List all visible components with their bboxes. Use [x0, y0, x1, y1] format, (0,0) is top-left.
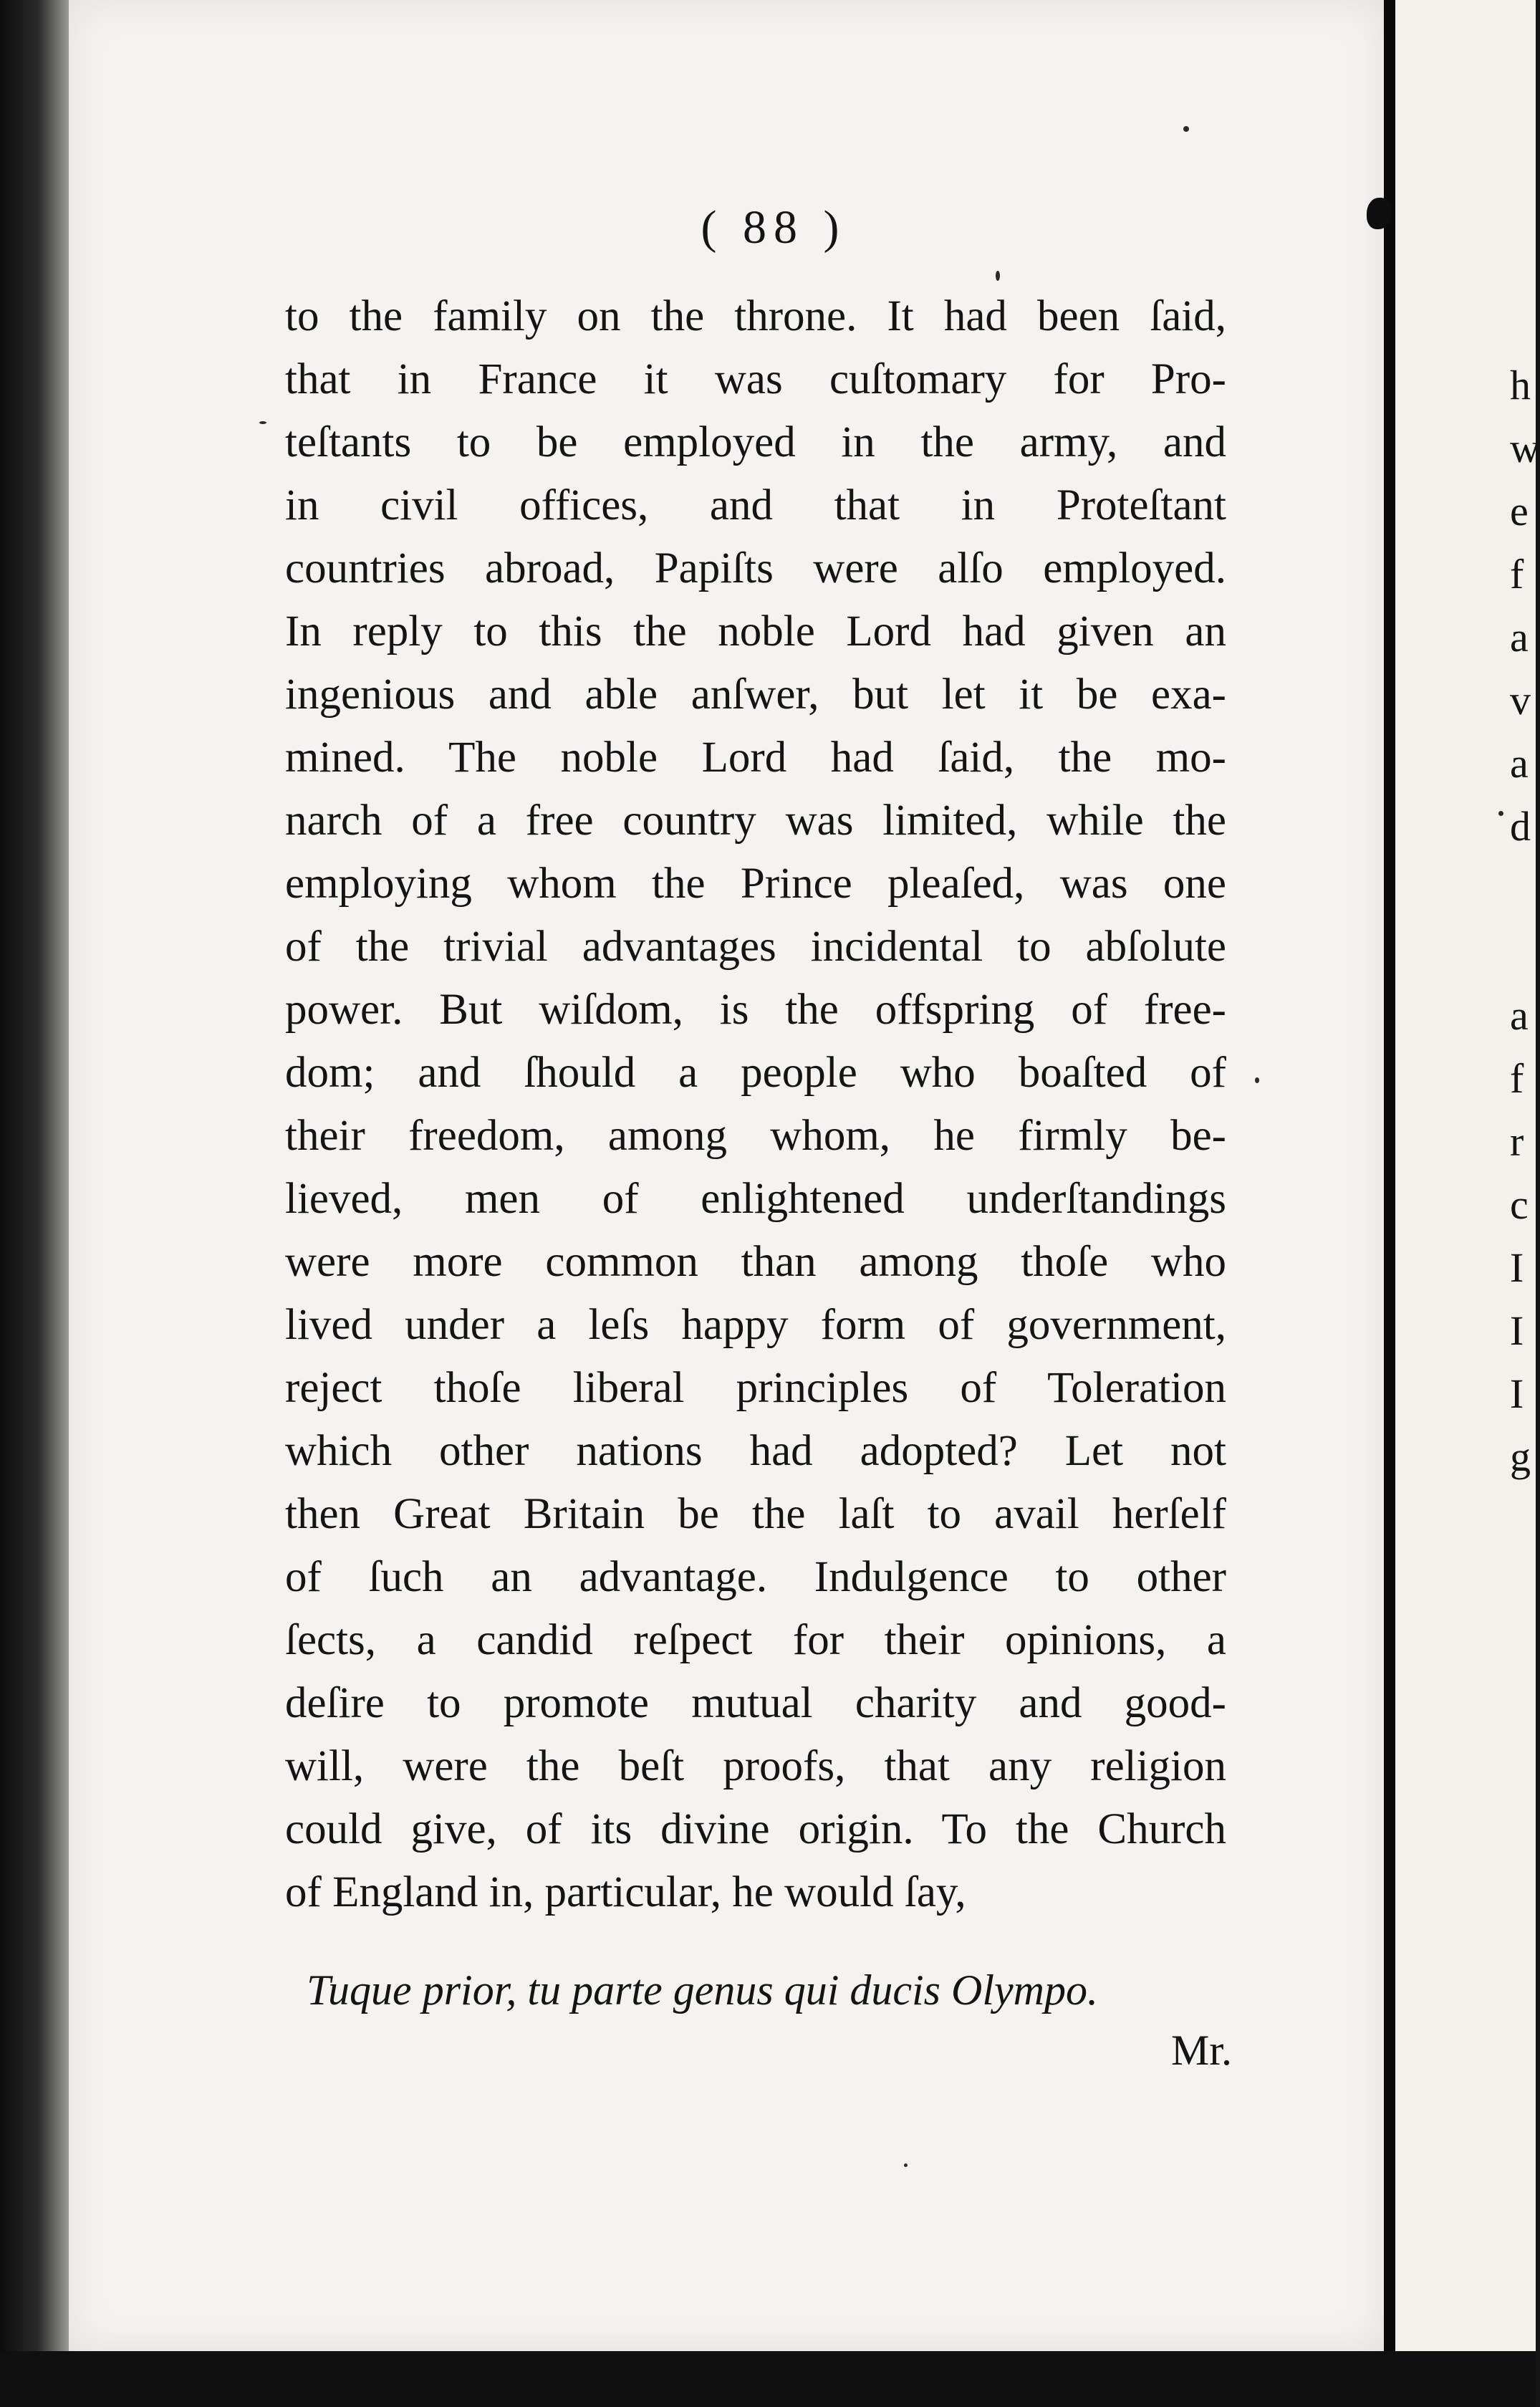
text-line: will, were the beſt proofs, that any religion	[285, 1742, 1226, 1790]
fragment-letter: I	[1510, 1244, 1524, 1291]
text-line: reject thoſe liberal principles of Toleration	[285, 1364, 1226, 1412]
text-line: of England in, particular, he would ſay,	[285, 1868, 966, 1916]
fragment-letter: c	[1510, 1181, 1529, 1228]
page-body-text	[285, 285, 1226, 1924]
page-number: ( 88 )	[701, 201, 847, 254]
fragment-letter: f	[1510, 1055, 1524, 1102]
text-line: that in France it was cuſtomary for Pro-	[285, 355, 1226, 403]
ink-speck	[1183, 126, 1189, 132]
fragment-letter: h	[1510, 362, 1531, 408]
text-line: deſire to promote mutual charity and good-	[285, 1679, 1226, 1727]
text-line: then Great Britain be the laſt to avail herſelf	[285, 1490, 1226, 1538]
fragment-letter: f	[1510, 551, 1524, 597]
fragment-letter: a	[1510, 614, 1529, 660]
fragment-letter: e	[1510, 488, 1529, 534]
text-line: could give, of its divine origin. To the Church	[285, 1805, 1226, 1853]
ink-speck	[259, 421, 266, 424]
latin-quotation: Tuque prior, tu parte genus qui ducis Olympo.	[307, 1966, 1098, 2014]
fragment-letter: d	[1510, 803, 1531, 850]
book-gutter	[1384, 0, 1395, 2407]
text-line: lieved, men of enlightened underſtandings	[285, 1175, 1226, 1223]
facing-page	[1395, 0, 1536, 2351]
fragment-letter: a	[1510, 740, 1529, 787]
ink-speck	[996, 271, 1000, 281]
ink-speck	[904, 2163, 908, 2167]
ink-speck	[1255, 1077, 1259, 1083]
text-line: their freedom, among whom, he firmly be-	[285, 1112, 1226, 1160]
text-line: In reply to this the noble Lord had given an	[285, 607, 1226, 655]
text-line: dom; and ſhould a people who boaſted of	[285, 1049, 1226, 1097]
ink-speck	[1498, 811, 1503, 816]
gutter-ink-mark	[1367, 198, 1391, 229]
text-line: countries abroad, Papiſts were alſo employed.	[285, 544, 1226, 592]
text-line: mined. The noble Lord had ſaid, the mo-	[285, 734, 1226, 782]
fragment-letter: w	[1510, 425, 1540, 471]
catchword: Mr.	[1170, 2027, 1232, 2074]
fragment-letter: g	[1510, 1433, 1531, 1480]
text-line: of ſuch an advantage. Indulgence to other	[285, 1553, 1226, 1601]
text-line: lived under a leſs happy form of government,	[285, 1301, 1226, 1349]
text-line: ſects, a candid reſpect for their opinions, a	[285, 1616, 1226, 1664]
fragment-letter: a	[1510, 992, 1529, 1039]
bottom-page-edge	[0, 2351, 1536, 2407]
text-line: teſtants to be employed in the army, and	[285, 418, 1226, 466]
text-line: were more common than among thoſe who	[285, 1238, 1226, 1286]
text-line: power. But wiſdom, is the offspring of free-	[285, 986, 1226, 1034]
text-line: employing whom the Prince pleaſed, was one	[285, 860, 1226, 908]
left-page-edge	[0, 0, 69, 2407]
text-line: of the trivial advantages incidental to abſolute	[285, 923, 1226, 971]
text-line: ingenious and able anſwer, but let it be exa-	[285, 671, 1226, 719]
fragment-letter: r	[1510, 1118, 1524, 1165]
fragment-letter: I	[1510, 1370, 1524, 1417]
fragment-letter: I	[1510, 1307, 1524, 1354]
text-line: which other nations had adopted? Let not	[285, 1427, 1226, 1475]
text-line: to the family on the throne. It had been ſaid,	[285, 292, 1226, 340]
fragment-letter: v	[1510, 677, 1531, 724]
text-line: in civil offices, and that in Proteſtant	[285, 481, 1226, 529]
text-line: narch of a free country was limited, while the	[285, 797, 1226, 845]
